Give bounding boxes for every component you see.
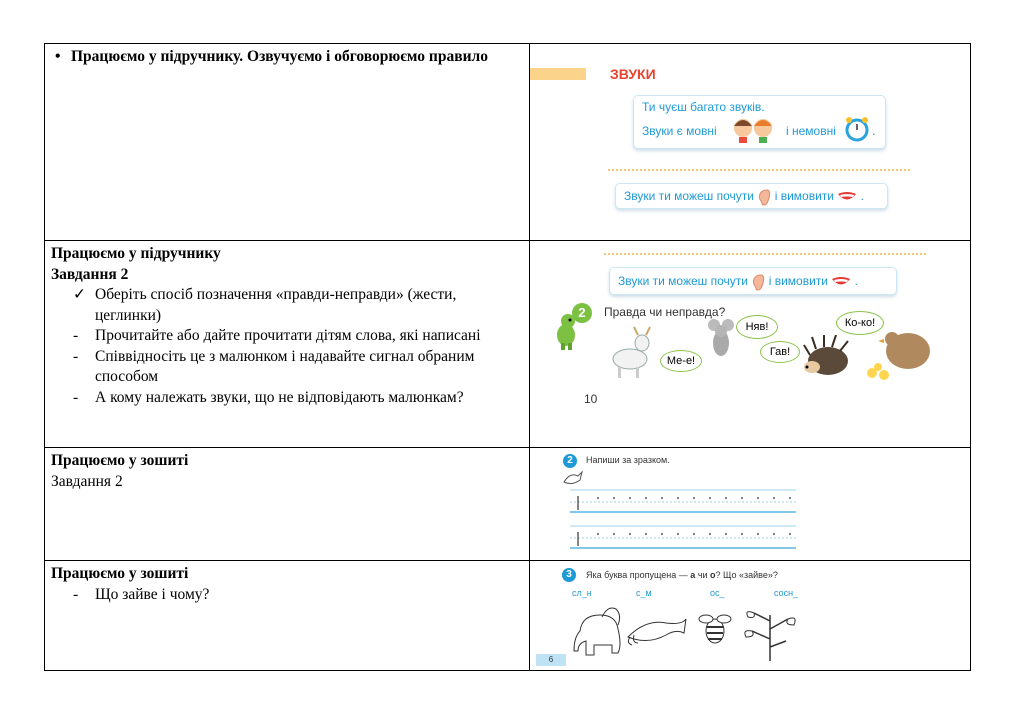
alarm-clock-icon (844, 116, 870, 142)
page-number: 10 (584, 392, 598, 406)
sounds-info-box (633, 95, 886, 149)
info-line-2a: Звуки є мовні (642, 124, 717, 138)
bullet-marker: • (55, 48, 61, 65)
dotted-separator (604, 253, 926, 255)
list-item (51, 326, 523, 347)
row-2-subtitle: Завдання 2 (51, 265, 129, 283)
elephant-drawing (572, 601, 626, 659)
rule-text-a: Звуки ти можеш почути (618, 274, 748, 288)
ear-icon (757, 188, 771, 206)
list-item (51, 347, 523, 388)
dash-marker: - (73, 585, 79, 603)
speech-bubble-hedgehog: Гав! (760, 341, 800, 363)
speech-bubble-hen: Ко-ко! (836, 311, 884, 335)
row-2 (45, 241, 971, 448)
pine-tree-drawing (740, 605, 800, 663)
row-3-image-cell (530, 448, 971, 561)
row-1 (45, 44, 971, 241)
list-item-text: Співвідносіть це з малюнком і надавайте сигнал обраним способом (95, 347, 475, 385)
task-title: Напиши за зразком. (586, 455, 670, 465)
row-2-text-cell (45, 241, 530, 448)
row-4-image-cell (530, 561, 971, 671)
task-text-a: Яка буква пропущена — (586, 570, 688, 580)
mouth-icon (831, 276, 851, 288)
info-line-1: Ти чуєш багато звуків. (642, 100, 765, 114)
rule-text-end: . (854, 274, 858, 288)
task-text-c: чи (697, 570, 708, 580)
task-number-badge: 2 (563, 454, 577, 468)
mouth-icon (837, 191, 857, 203)
rule-text-b: і вимовити (768, 274, 828, 288)
bird-pencil-icon (562, 468, 584, 488)
hen-with-chicks-illustration (864, 329, 936, 381)
task-letter-a: а (690, 570, 696, 580)
list-item-text: Прочитайте або дайте прочитати дітям слова, які написані (95, 327, 481, 344)
row-1-image-cell (530, 44, 971, 241)
info-line-end: . (872, 124, 876, 138)
task-text-e: ? Що «зайве»? (715, 570, 778, 580)
page-number: 6 (536, 654, 566, 666)
list-item (51, 585, 523, 606)
word-pine: сосн_ (774, 588, 799, 598)
lesson-table (44, 43, 971, 671)
row-4-title: Працюємо у зошиті (51, 565, 189, 582)
task-number-badge: 2 (572, 303, 592, 323)
task-letter-o: о (710, 570, 716, 580)
row-3-title: Працюємо у зошиті (51, 452, 189, 469)
speech-bubble-mouse: Няв! (736, 315, 778, 339)
row-3-subtitle: Завдання 2 (51, 472, 123, 490)
hedgehog-illustration (802, 335, 852, 379)
dash-marker: - (73, 347, 79, 365)
rule-text-a: Звуки ти можеш почути (624, 189, 754, 203)
rule-text-b: і вимовити (774, 189, 834, 203)
list-item-text: Оберіть спосіб позначення «правди-неправди» (жести, цеглинки) (95, 286, 457, 324)
rule-text-end: . (860, 189, 864, 203)
row-1-text-cell (45, 44, 530, 241)
list-item-text: Що зайве і чому? (95, 585, 210, 603)
heading-stripe (530, 68, 586, 80)
task-title: Правда чи неправда? (604, 305, 726, 319)
goat-illustration (606, 325, 654, 379)
writing-practice-lines (570, 488, 796, 556)
sounds-heading: ЗВУКИ (610, 66, 656, 82)
list-item (51, 388, 523, 409)
checkmark-icon: ✓ (73, 286, 86, 303)
word-elephant: сл_н (572, 588, 592, 598)
speech-bubble-goat: Ме-е! (660, 350, 702, 372)
wasp-drawing (698, 609, 732, 649)
row-1-title: Працюємо у підручнику. Озвучуємо і обговорюємо правило (71, 48, 488, 65)
word-wasp: ос_ (710, 588, 725, 598)
list-item (51, 285, 523, 326)
dash-marker: - (73, 388, 79, 406)
ear-icon (751, 273, 765, 291)
list-item-text: А кому належать звуки, що не відповідають малюнкам? (95, 388, 464, 406)
rule-box (609, 267, 897, 295)
row-2-image-cell (530, 241, 971, 448)
task-number-badge: 3 (562, 568, 576, 582)
children-speaking-icon (732, 114, 776, 144)
word-catfish: с_м (636, 588, 652, 598)
info-line-2b: і немовні (786, 124, 836, 138)
dash-marker: - (73, 327, 79, 344)
row-4-text-cell (45, 561, 530, 671)
row-3 (45, 448, 971, 561)
row-3-text-cell (45, 448, 530, 561)
task-title (586, 570, 778, 580)
row-2-title: Працюємо у підручнику (51, 245, 221, 262)
rule-box (615, 183, 888, 209)
row-1-item (51, 47, 523, 68)
row-4 (45, 561, 971, 671)
catfish-drawing (626, 613, 688, 647)
row-2-list (51, 285, 523, 408)
mouse-illustration (706, 317, 736, 361)
row-4-list (51, 585, 523, 606)
dotted-separator (608, 169, 910, 171)
